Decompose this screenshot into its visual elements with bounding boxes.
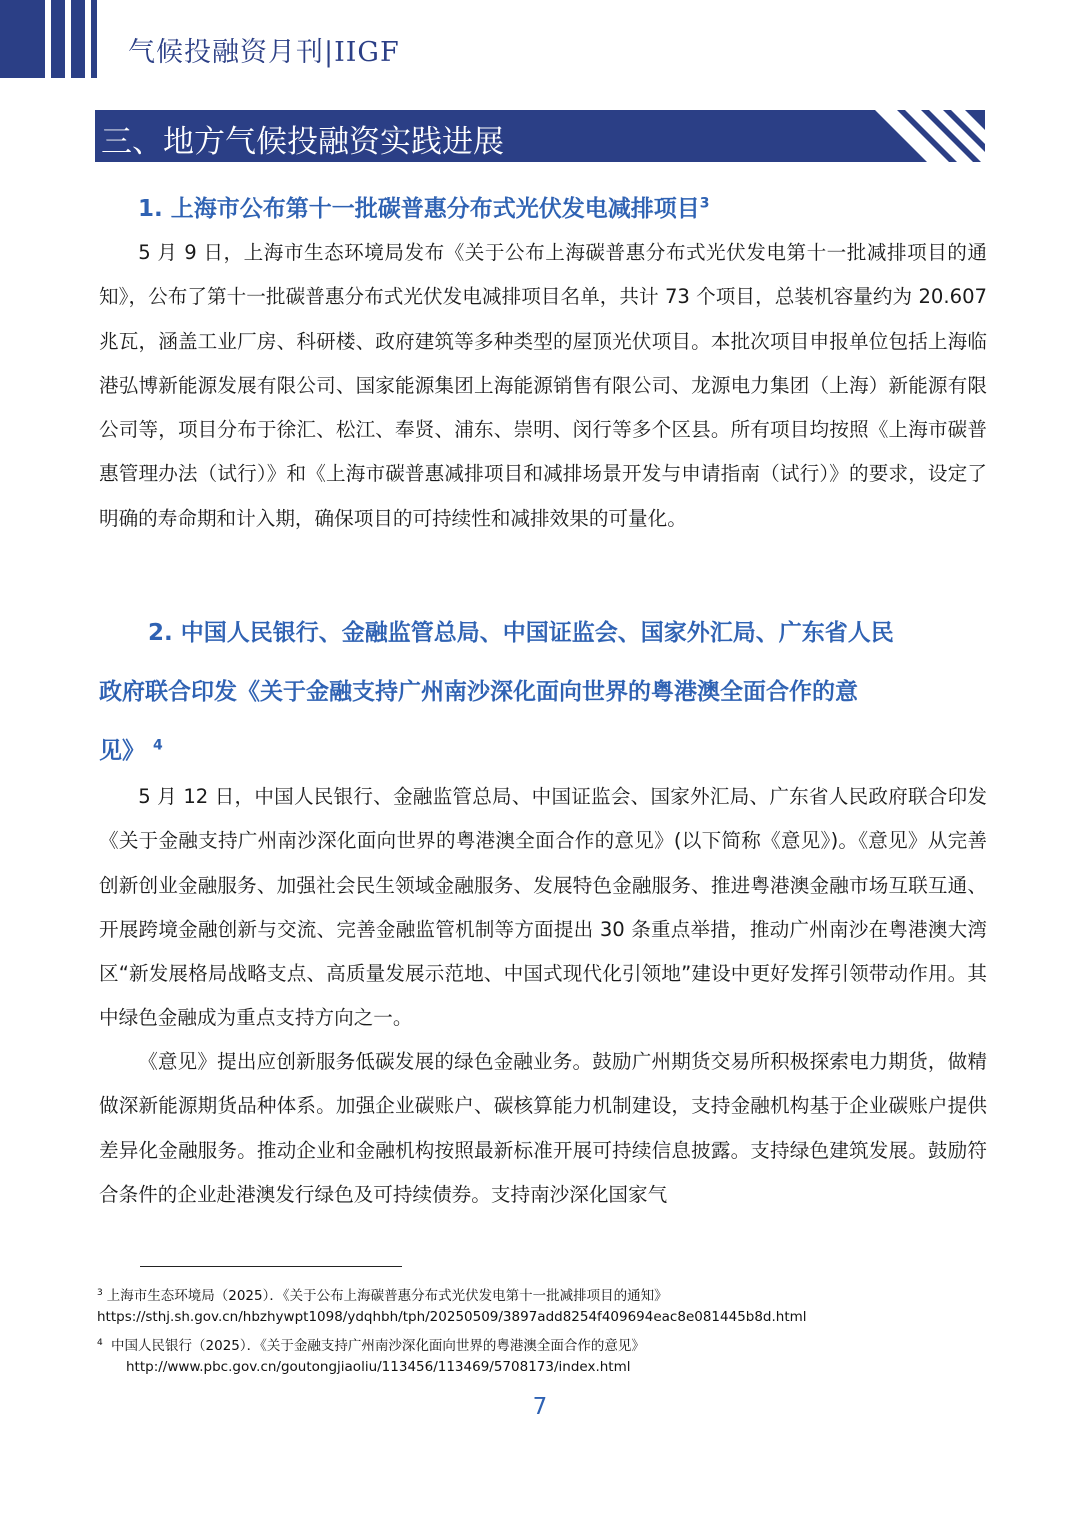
header-bar — [71, 0, 85, 78]
footnote-divider — [140, 1266, 402, 1267]
diagonal-stripes-icon — [875, 110, 985, 162]
article-2-heading-text: 见》 — [99, 738, 145, 764]
footnote-citation-text: 中国人民银行（2025）．《关于金融支持广州南沙深化面向世界的粤港澳全面合作的意见》 — [111, 1338, 645, 1354]
footnote-mark: 4 — [97, 1337, 103, 1348]
footnote-4-url[interactable]: http://www.pbc.gov.cn/goutongjiaoliu/113456/113469/5708173/index.html — [126, 1359, 631, 1375]
article-2-paragraph-1: 5 月 12 日，中国人民银行、金融监管总局、中国证监会、国家外汇局、广东省人民政府联合印发《关于金融支持广州南沙深化面向世界的粤港澳全面合作的意见》(以下简称《意见》)。《意见》从完善创新创业金融服务、加强社会民生领域金融服务、发展特色金融服务、推进粤港澳金融市场互联互通、开展跨境金融创新与交流、完善金融监管机制等方面提出 30 条重点举措，推动广州南沙在粤港澳大湾区“新发展格局战略支点、高质量发展示范地、中国式现代化引领地”建设中更好发挥引领带动作用。其中绿色金融成为重点支持方向之一。 — [99, 785, 987, 1030]
article-1-heading-text: 1. 上海市公布第十一批碳普惠分布式光伏发电减排项目 — [138, 196, 700, 222]
article-1-paragraph: 5 月 9 日，上海市生态环境局发布《关于公布上海碳普惠分布式光伏发电第十一批减排项目的通知》，公布了第十一批碳普惠分布式光伏发电减排项目名单，共计 73 个项目，总装机容量约为 20.607 兆瓦，涵盖工业厂房、科研楼、政府建筑等多种类型的屋顶光伏项目。本批次项目申报单位包括上海临港弘博新能源发展有限公司、国家能源集团上海能源销售有限公司、龙源电力集团（上海）新能源有限公司等，项目分布于徐汇、松江、奉贤、浦东、崇明、闵行等多个区县。所有项目均按照《上海市碳普惠管理办法（试行）》和《上海市碳普惠减排项目和减排场景开发与申请指南（试行）》的要求，设定了明确的寿命期和计入期，确保项目的可持续性和减排效果的可量化。 — [99, 241, 987, 530]
footnote-reference: 4 — [153, 737, 163, 754]
footnote-3-citation — [97, 1284, 668, 1304]
page-number: 7 — [532, 1394, 548, 1420]
article-2-heading-line-2: 政府联合印发《关于金融支持广州南沙深化面向世界的粤港澳全面合作的意 — [99, 679, 858, 705]
footnote-citation-text: 上海市生态环境局（2025）．《关于公布上海碳普惠分布式光伏发电第十一批减排项目的通知》 — [106, 1288, 668, 1304]
header-bar — [91, 0, 97, 78]
footnote-reference: 3 — [699, 195, 710, 212]
publication-title: 气候投融资月刊|IIGF — [128, 37, 400, 68]
footnote-4-citation — [97, 1334, 645, 1354]
article-2-heading-line-1: 2. 中国人民银行、金融监管总局、中国证监会、国家外汇局、广东省人民 — [148, 620, 894, 646]
header-bar — [51, 0, 65, 78]
footnote-3-url[interactable]: https://sthj.sh.gov.cn/hbzhywpt1098/ydqhbh/tph/20250509/3897add8254f409694eac8e081445b8d.html — [97, 1309, 807, 1325]
footnote-mark: 3 — [97, 1287, 103, 1298]
article-1-heading — [138, 190, 710, 223]
article-2-paragraph-2: 《意见》提出应创新服务低碳发展的绿色金融业务。鼓励广州期货交易所积极探索电力期货，做精做深新能源期货品种体系。加强企业碳账户、碳核算能力机制建设，支持金融机构基于企业碳账户提供差异化金融服务。推动企业和金融机构按照最新标准开展可持续信息披露。支持绿色建筑发展。鼓励符合条件的企业赴港澳发行绿色及可持续债券。支持南沙深化国家气 — [99, 1050, 987, 1206]
header-bar — [0, 0, 45, 78]
article-2-heading-line-3 — [99, 732, 163, 765]
section-banner — [95, 110, 985, 162]
section-title: 三、地方气候投融资实践进展 — [101, 124, 504, 160]
